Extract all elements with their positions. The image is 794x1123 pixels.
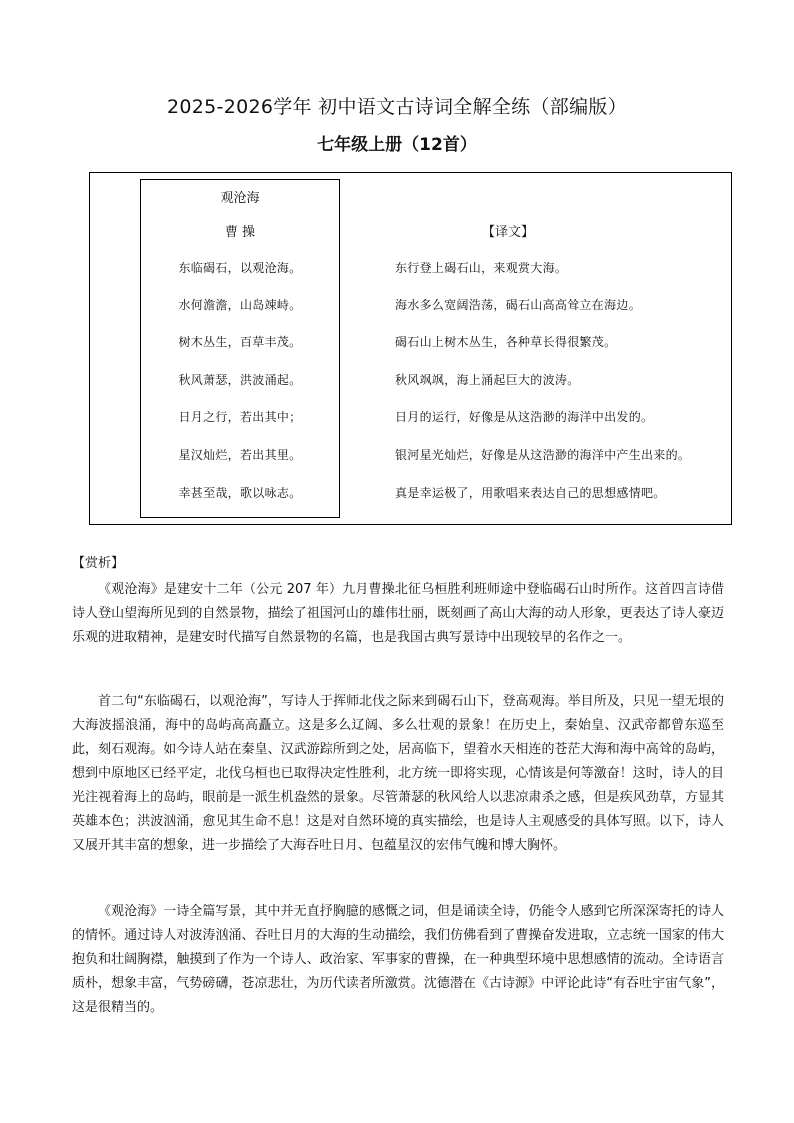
translation-line: 秋风飒飒，海上涌起巨大的波涛。 [395, 373, 580, 387]
appreciation-paragraph: 首二句“东临碣石，以观沧海”，写诗人于挥师北伐之际来到碣石山下，登高观海。举目所及，只见一望无垠的大海波摇浪涌，海中的岛屿高高矗立。这是多么辽阔、多么壮观的景象！在历史上，秦始皇、汉武帝都曾东巡至此，刻石观海。如今诗人站在秦皇、汉武游踪所到之处，居高临下，望着水天相连的苍茫大海和海中高耸的岛屿，想到中原地区已经平定，北伐乌桓也已取得决定性胜利，北方统一即将实现，心情该是何等激奋！这时，诗人的目光注视着海上的岛屿，眼前是一派生机盎然的景象。尽管萧瑟的秋风给人以悲凉肃杀之感，但是疾风劲草，方显其英雄本色；洪波汹涌，愈见其生命不息！这是对自然环境的真实描绘，也是诗人主观感受的具体写照。以下，诗人又展开其丰富的想象，进一步描绘了大海吞吐日月、包蕴星汉的宏伟气魄和博大胸怀。 [72, 694, 724, 853]
translation-line: 日月的运行，好像是从这浩渺的海洋中出发的。 [395, 410, 654, 424]
poem-line: 水何澹澹，山岛竦峙。 [178, 298, 302, 312]
page-subtitle: 七年级上册（12首） [317, 135, 477, 155]
poem-author: 曹 操 [224, 225, 256, 240]
poem-line: 东临碣石，以观沧海。 [178, 261, 302, 275]
translation-line: 东行登上碣石山，来观赏大海。 [395, 261, 568, 275]
page-title: 2025-2026学年 初中语文古诗词全解全练（部编版） [166, 96, 627, 118]
poem-line: 秋风萧瑟，洪波涌起。 [178, 373, 302, 387]
appreciation-paragraph: 《观沧海》是建安十二年（公元 207 年）九月曹操北征乌桓胜利班师途中登临碣石山时所作。这首四言诗借诗人登山望海所见到的自然景物，描绘了祖国河山的雄伟壮丽，既刻画了高山大海的动人形象，更表达了诗人豪迈乐观的进取精神，是建安时代描写自然景物的名篇，也是我国古典写景诗中出现较早的名作之一。 [72, 582, 724, 645]
translation-line: 真是幸运极了，用歌唱来表达自己的思想感情吧。 [395, 486, 666, 500]
appreciation-heading: 【赏析】 [72, 556, 125, 571]
poem-line: 树木丛生，百草丰茂。 [178, 335, 302, 349]
poem-line: 星汉灿烂，若出其里。 [178, 448, 302, 462]
appreciation-paragraph: 《观沧海》一诗全篇写景，其中并无直抒胸臆的感慨之词，但是诵读全诗，仍能令人感到它所深深寄托的诗人的情怀。通过诗人对波涛汹涌、吞吐日月的大海的生动描绘，我们仿佛看到了曹操奋发进取，立志统一国家的伟大抱负和壮阔胸襟，触摸到了作为一个诗人、政治家、军事家的曹操，在一种典型环境中思想感情的流动。全诗语言质朴，想象丰富，气势磅礴，苍凉悲壮，为历代读者所激赏。沈德潜在《古诗源》中评论此诗“有吞吐宇宙气象”，这是很精当的。 [72, 904, 724, 1015]
translation-heading: 【译文】 [482, 225, 535, 240]
poem-title: 观沧海 [220, 191, 260, 206]
translation-line: 海水多么宽阔浩荡，碣石山高高耸立在海边。 [395, 298, 642, 312]
poem-line: 幸甚至哉，歌以咏志。 [178, 486, 302, 500]
translation-line: 银河星光灿烂，好像是从这浩渺的海洋中产生出来的。 [395, 448, 691, 462]
poem-line: 日月之行，若出其中； [178, 410, 302, 424]
translation-line: 碣石山上树木丛生，各种草长得很繁茂。 [395, 335, 617, 349]
